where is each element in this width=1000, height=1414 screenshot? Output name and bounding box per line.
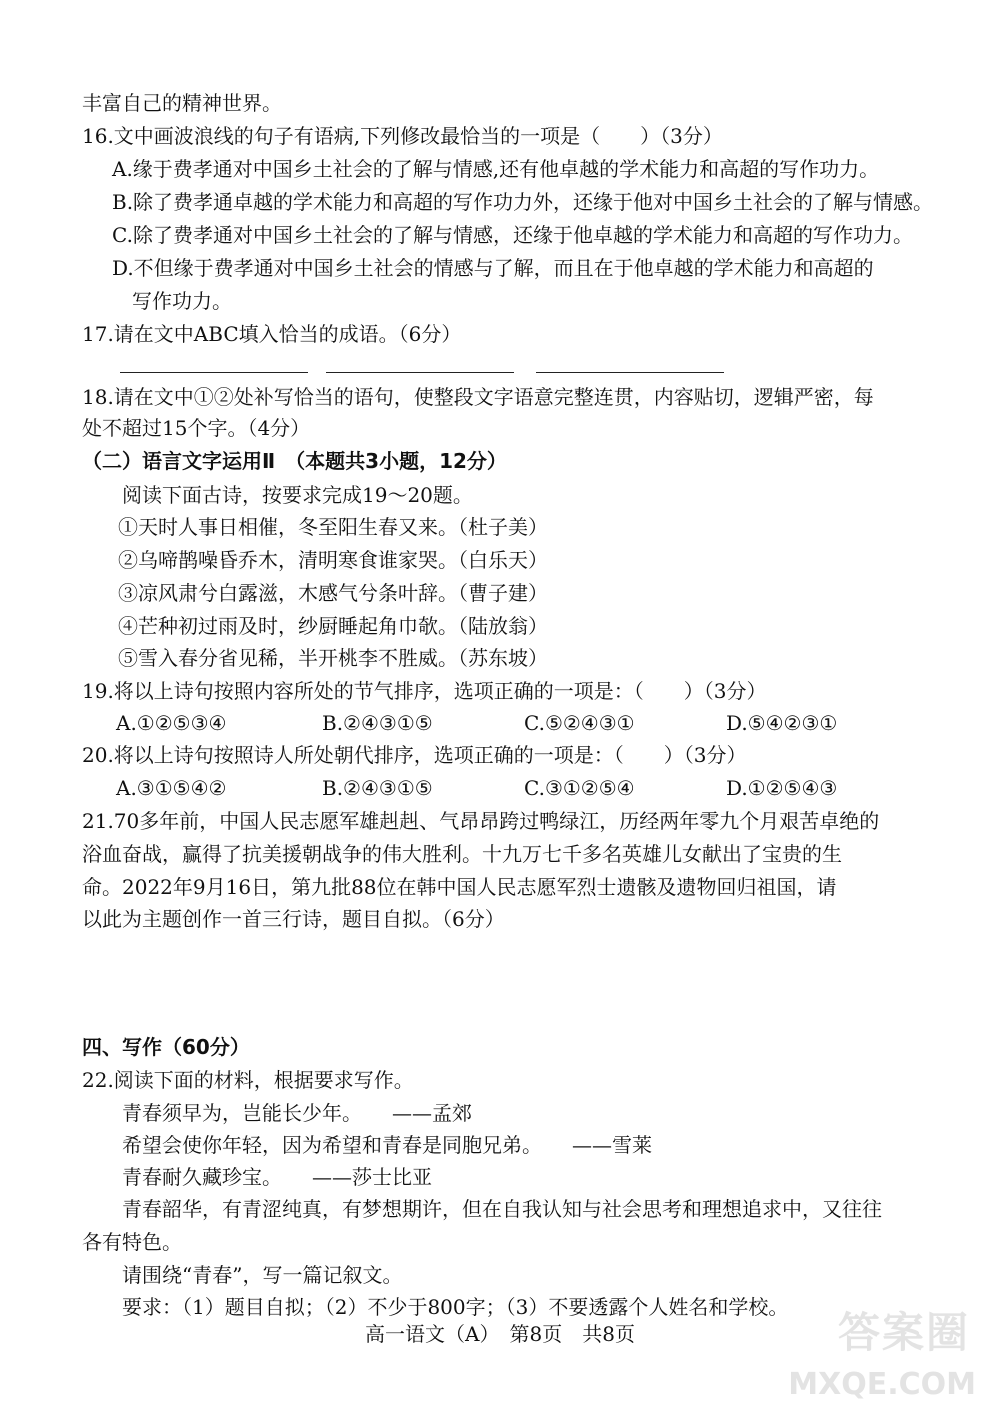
page-footer: 高一语文（A） 第8页 共8页 xyxy=(365,1322,635,1346)
q16-option-a: A.缘于费孝通对中国乡土社会的了解与情感,还有他卓越的学术能力和高超的写作功力。 xyxy=(112,157,880,181)
poem-line: ③凉风肃兮白露滋，木感气兮条叶辞。（曹子建） xyxy=(118,581,548,605)
q20-stem: 20.将以上诗句按照诗人所处朝代排序，选项正确的一项是：（ ）（3分） xyxy=(82,743,747,767)
writing-requirements: 要求：（1）题目自拟；（2）不少于800字；（3）不要透露个人姓名和学校。 xyxy=(122,1295,789,1319)
q19-options xyxy=(116,710,976,736)
q19-option-c[interactable]: C.⑤②④③① xyxy=(524,711,635,735)
q18-line-2: 处不超过15个字。（4分） xyxy=(82,416,311,440)
poem-line: ④芒种初过雨及时，纱厨睡起角巾欹。（陆放翁） xyxy=(118,614,548,638)
quote-shelley: 希望会使你年轻，因为希望和青春是同胞兄弟。 ——雪莱 xyxy=(122,1133,652,1157)
q22-stem: 22.阅读下面的材料，根据要求写作。 xyxy=(82,1068,414,1092)
intro-tail: 丰富自己的精神世界。 xyxy=(82,91,282,115)
q21-line-2: 浴血奋战，赢得了抗美援朝战争的伟大胜利。十九万七千多名英雄儿女献出了宝贵的生 xyxy=(82,842,842,866)
section-4-heading: 四、写作（60分） xyxy=(82,1035,250,1059)
q21-line-3: 命。2022年9月16日，第九批88位在韩中国人民志愿军烈士遗骸及遗物回归祖国，请 xyxy=(82,875,837,899)
q21-line-1: 21.70多年前，中国人民志愿军雄赳赳、气昂昂跨过鸭绿江，历经两年零九个月艰苦卓绝的 xyxy=(82,809,880,833)
poem-instruction: 阅读下面古诗，按要求完成19～20题。 xyxy=(122,483,473,507)
answer-blank-b[interactable] xyxy=(326,372,514,373)
watermark-url: MXQE.COM xyxy=(788,1367,976,1402)
watermark xyxy=(786,1296,976,1406)
answer-blank-a[interactable] xyxy=(120,372,308,373)
watermark-logo: 答案圈 xyxy=(837,1308,970,1357)
answer-blank-c[interactable] xyxy=(536,372,724,373)
q20-options xyxy=(116,775,976,801)
q18-line-1: 18.请在文中①②处补写恰当的语句，使整段文字语意完整连贯，内容贴切，逻辑严密，每 xyxy=(82,385,874,409)
q19-option-d[interactable]: D.⑤④②③① xyxy=(726,711,838,735)
q16-option-c: C.除了费孝通对中国乡土社会的了解与情感，还缘于他卓越的学术能力和高超的写作功力。 xyxy=(112,223,913,247)
q16-option-d: D.不但缘于费孝通对中国乡土社会的情感与了解，而且在于他卓越的学术能力和高超的 xyxy=(112,256,874,280)
prompt-paragraph-cont: 各有特色。 xyxy=(82,1230,182,1254)
section-2-heading: （二）语言文字运用Ⅱ （本题共3小题，12分） xyxy=(82,449,507,473)
q16-option-b: B.除了费孝通卓越的学术能力和高超的写作功力外，还缘于他对中国乡土社会的了解与情感。 xyxy=(112,190,934,214)
poem-line: ②乌啼鹊噪昏乔木，清明寒食谁家哭。（白乐天） xyxy=(118,548,548,572)
prompt-paragraph: 青春韶华，有青涩纯真，有梦想期许，但在自我认知与社会思考和理想追求中，又往往 xyxy=(122,1197,882,1221)
q19-stem: 19.将以上诗句按照内容所处的节气排序，选项正确的一项是：（ ）（3分） xyxy=(82,679,767,703)
poem-line: ①天时人事日相催，冬至阳生春又来。（杜子美） xyxy=(118,515,548,539)
q20-option-a[interactable]: A.③①⑤④② xyxy=(116,776,227,800)
q19-option-a[interactable]: A.①②⑤③④ xyxy=(116,711,227,735)
q20-option-d[interactable]: D.①②⑤④③ xyxy=(726,776,838,800)
q16-option-d-cont: 写作功力。 xyxy=(132,289,232,313)
q21-line-4: 以此为主题创作一首三行诗，题目自拟。（6分） xyxy=(82,907,505,931)
poem-line: ⑤雪入春分省见稀，半开桃李不胜威。（苏东坡） xyxy=(118,646,548,670)
quote-shakespeare: 青春耐久藏珍宝。 ——莎士比亚 xyxy=(122,1165,432,1189)
q16-stem: 16.文中画波浪线的句子有语病,下列修改最恰当的一项是（ ）（3分） xyxy=(82,124,723,148)
q19-option-b[interactable]: B.②④③①⑤ xyxy=(322,711,433,735)
q20-option-b[interactable]: B.②④③①⑤ xyxy=(322,776,433,800)
q17-stem: 17.请在文中ABC填入恰当的成语。（6分） xyxy=(82,322,462,346)
quote-mengjiao: 青春须早为，岂能长少年。 ——孟郊 xyxy=(122,1101,472,1125)
q20-option-c[interactable]: C.③①②⑤④ xyxy=(524,776,635,800)
prompt-instruction: 请围绕“青春”，写一篇记叙文。 xyxy=(122,1263,403,1287)
